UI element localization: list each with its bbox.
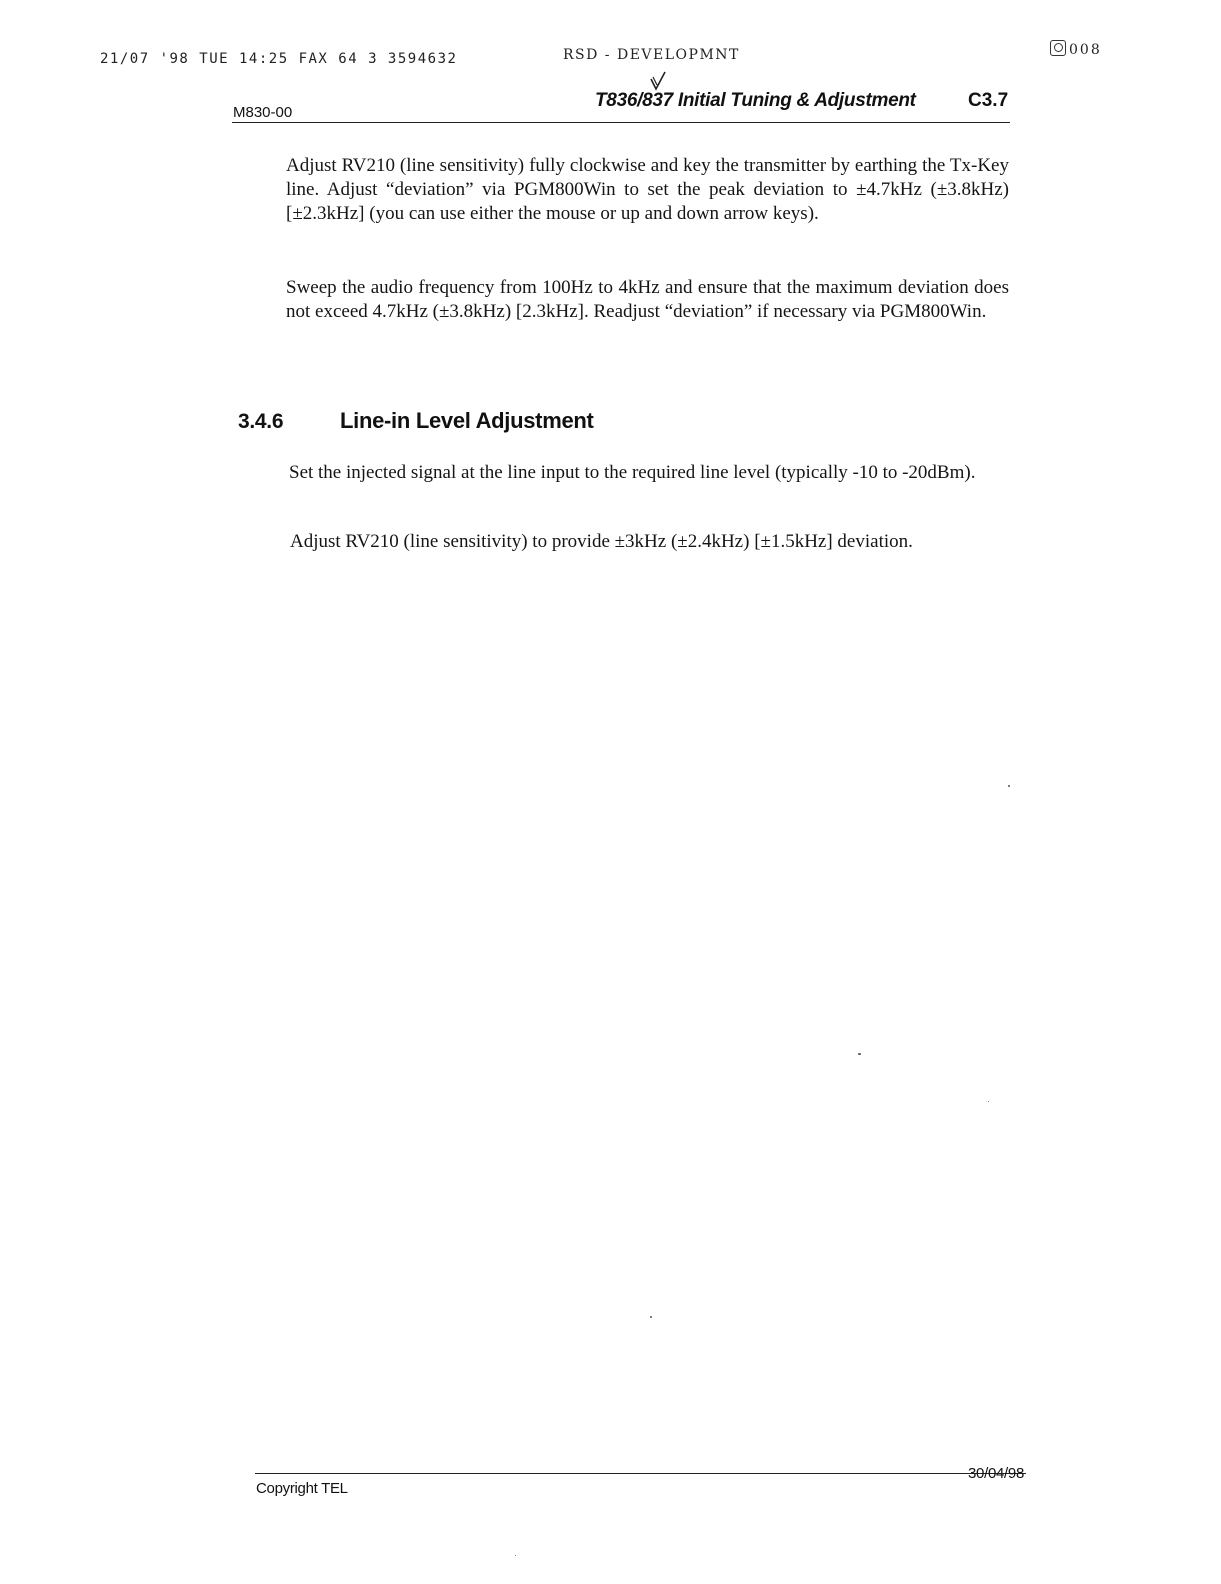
document-code: M830-00	[233, 104, 293, 121]
footer-date: 30/04/98	[968, 1465, 1024, 1482]
header-rule	[232, 122, 1010, 123]
scan-speck	[988, 1101, 989, 1102]
scan-speck	[515, 1555, 516, 1556]
fax-page-indicator	[1050, 40, 1102, 58]
fax-page-number: 008	[1069, 42, 1102, 58]
fax-page-icon	[1050, 40, 1066, 56]
paragraph-adjust-sensitivity: Adjust RV210 (line sensitivity) to provide ±3kHz (±2.4kHz) [±1.5kHz] deviation.	[290, 531, 913, 552]
document-title: T836/837 Initial Tuning & Adjustment	[595, 90, 916, 111]
section-code: C3.7	[968, 90, 1009, 111]
footer-rule	[255, 1473, 1026, 1474]
fax-transmission-line: 21/07 '98 TUE 14:25 FAX 64 3 3594632	[100, 51, 458, 67]
footer-copyright: Copyright TEL	[256, 1480, 348, 1497]
paragraph-set-line-level: Set the injected signal at the line input to the required line level (typically -10 to -20dBm).	[289, 462, 976, 483]
scan-speck	[650, 1316, 652, 1318]
section-number: 3.4.6	[238, 410, 284, 433]
handwritten-tick-mark	[650, 71, 666, 91]
section-title: Line-in Level Adjustment	[340, 408, 594, 433]
scan-speck	[858, 1053, 861, 1055]
fax-department: RSD - DEVELOPMNT	[563, 47, 740, 63]
paragraph-sweep-audio: Sweep the audio frequency from 100Hz to 4kHz and ensure that the maximum deviation does not exceed 4.7kHz (±3.8kHz) [2.3kHz]. Readjust “deviation” if necessary via PGM800Win.	[286, 277, 1009, 322]
scan-speck	[1008, 785, 1010, 787]
paragraph-adjust-deviation: Adjust RV210 (line sensitivity) fully clockwise and key the transmitter by earthing the Tx-Key line. Adjust “deviation” via PGM800Win to set the peak deviation to ±4.7kHz (±3.8kHz) [±2.3kHz] (you can use either the mouse or up and down arrow keys).	[286, 155, 1009, 224]
